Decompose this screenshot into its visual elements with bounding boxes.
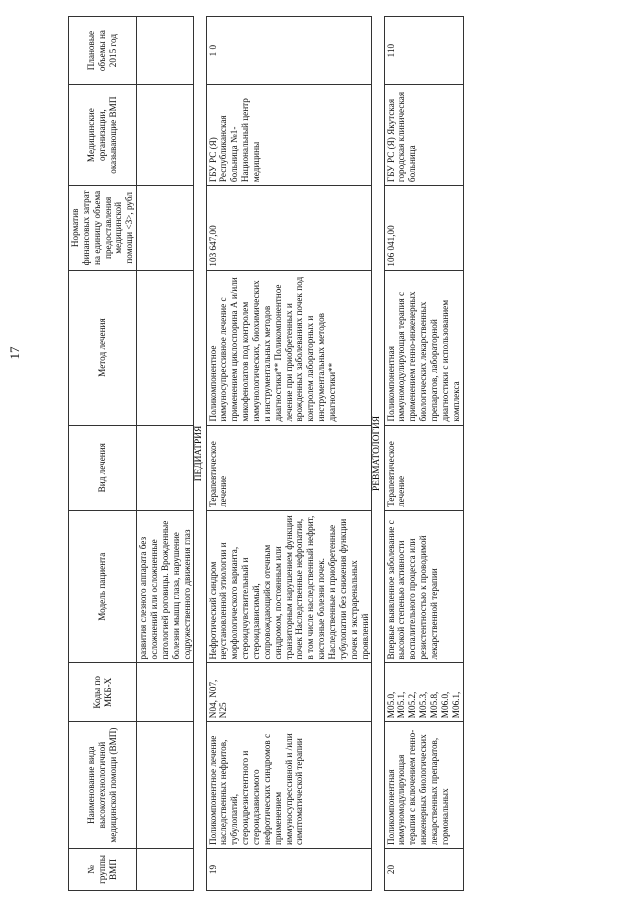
row-model: Нефротический синдром неустановленной этиологии и морфологического варианта, стероидчувствительный и стероидзависимый, сопровождающийся отечным синдромом, постоянным или транзиторным нарушением функции почек Наследственные нефропатии, в том числе наследственный нефрит, кистозные болезни почек. Наследственные и приобретенные тубулопатии без снижения функции почек и экстраренальных проявлений (206, 510, 372, 663)
table-row (384, 17, 463, 891)
row-codes: M05.0, M05.1, M05.2, M05.3, M05.8, M06.0, M06.1, (384, 663, 463, 722)
header-row (69, 17, 137, 891)
row-norm: 103 647,00 (206, 186, 372, 271)
continuation-row (137, 17, 194, 891)
header-norm: Норматив финансовых затрат на единицу объема предоставления медицинской помощи <3>, рубл (69, 186, 137, 271)
continuation-model: развития слезного аппарата без осложнений или осложненные патологией роговицы. Врожденные болезни мышц глаза, нарушение содружественного движения глаз (137, 510, 194, 663)
page-number: 17 (7, 346, 22, 360)
header-type: Вид лечения (69, 425, 137, 510)
row-group: 20 (384, 848, 463, 890)
header-orgs: Медицинские организации, оказывающие ВМП (69, 85, 137, 186)
row-name: Поликомпонентная иммуномодулирующая терапия с включением генно-инженерных биологических лекарственных препаратов, гормональных (384, 722, 463, 849)
header-name: Наименование вида высокотехнологичной медицинской помощи (ВМП) (69, 722, 137, 849)
header-codes: Коды по МКБ-Х (69, 663, 137, 722)
vmp-table (68, 16, 464, 891)
row-type: Терапевтическое лечение (206, 425, 372, 510)
header-planned: Плановые объемы на 2015 год (69, 17, 137, 85)
row-method: Поликомпонентное иммуносупрессивное лечение с применением циклоспорина А и/или микофенолатов под контролем иммунологических, биохимических и инструментальных методов диагностики** Поликомпонентное лечение при приобретенных и врожденных заболеваниях почек под контролем лабораторных и инструментальных методов диагностики** (206, 270, 372, 425)
row-planned: 1 0 (206, 17, 372, 85)
row-orgs: ГБУ РС (Я) Якутская городская клиническая больница (384, 85, 463, 186)
header-model: Модель пациента (69, 510, 137, 663)
row-codes: N04, N07, N25 (206, 663, 372, 722)
row-method: Поликомпонентная иммуномодулирующая терапия с применением генно-инженерных биологических лекарственных препаратов, лабораторной диагностики с использованием комплекса (384, 270, 463, 425)
row-type: Терапевтическое лечение (384, 425, 463, 510)
section-title: ПЕДИАТРИЯ (194, 17, 206, 891)
section-rheumatology (372, 17, 384, 891)
row-name: Поликомпонентное лечение наследственных нефритов, тубулопатий, стероидрезистентного и стероидзависимого нефротических синдромов с применением иммуносупрессивной и /или симптоматической терапии (206, 722, 372, 849)
section-pediatrics (194, 17, 206, 891)
section-title: РЕВМАТОЛОГИЯ (372, 17, 384, 891)
row-model: Впервые выявленное заболевание с высокой степенью активности воспалительного процесса или резистентностью к проводимой лекарственной терапии (384, 510, 463, 663)
table-row (206, 17, 372, 891)
header-group: № группы ВМП (69, 848, 137, 890)
row-planned: 110 (384, 17, 463, 85)
row-norm: 106 041,00 (384, 186, 463, 271)
row-group: 19 (206, 848, 372, 890)
rotated-page (60, 0, 640, 905)
header-method: Метод лечения (69, 270, 137, 425)
row-orgs: ГБУ РС (Я) Республиканская больница №1-Национальный центр медицины (206, 85, 372, 186)
